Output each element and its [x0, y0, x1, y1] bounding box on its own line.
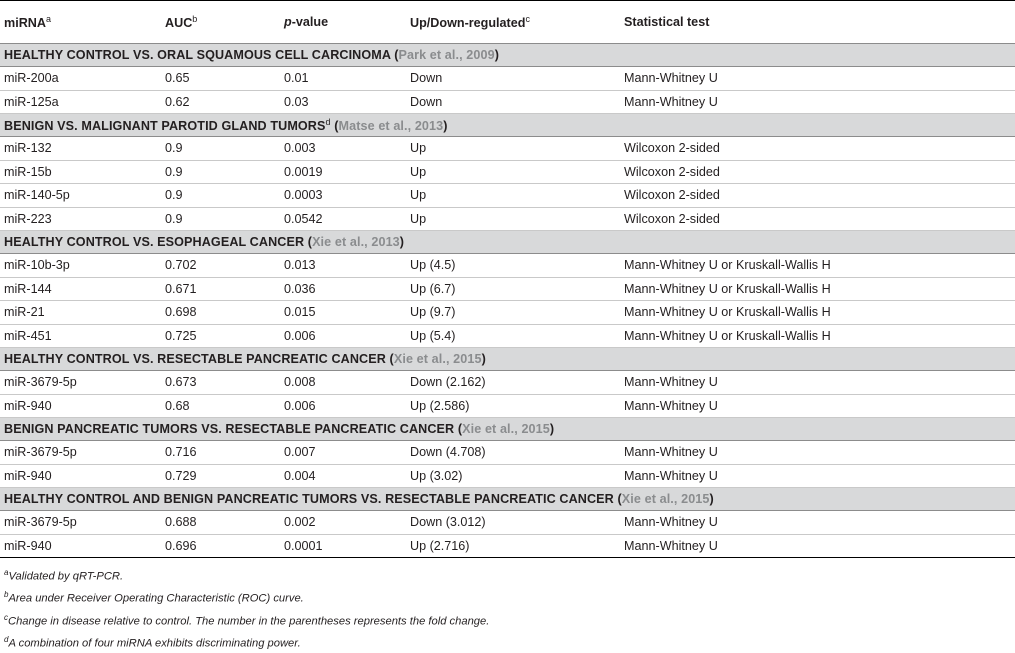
section-title: BENIGN PANCREATIC TUMORS VS. RESECTABLE PANCREATIC CANCER: [4, 422, 455, 436]
cell-statistical-test: Mann-Whitney U: [620, 90, 1015, 114]
table-row: [0, 301, 1015, 325]
cell-mirna: miR-21: [0, 301, 161, 325]
cell-statistical-test: Wilcoxon 2-sided: [620, 184, 1015, 208]
cell-regulation: Down (4.708): [406, 441, 620, 465]
col-header-mirna-label: miRNA: [4, 16, 46, 31]
cell-statistical-test: Wilcoxon 2-sided: [620, 160, 1015, 184]
section-heading: BENIGN PANCREATIC TUMORS VS. RESECTABLE PANCREATIC CANCER (Xie et al., 2015): [0, 418, 1015, 441]
cell-pvalue: 0.036: [280, 277, 406, 301]
section-row: [0, 488, 1015, 511]
col-header-test: [620, 1, 1015, 44]
cell-regulation: Up (3.02): [406, 464, 620, 488]
cell-regulation: Down (2.162): [406, 371, 620, 395]
section-title: HEALTHY CONTROL VS. ORAL SQUAMOUS CELL CARCINOMA: [4, 48, 391, 62]
section-reference-link[interactable]: Park et al., 2009: [398, 48, 495, 62]
section-row: [0, 348, 1015, 371]
cell-regulation: Up (9.7): [406, 301, 620, 325]
cell-mirna: miR-144: [0, 277, 161, 301]
footnote-mark: d: [4, 634, 9, 644]
col-header-pvalue-label: -value: [291, 15, 329, 29]
cell-pvalue: 0.006: [280, 394, 406, 418]
section-title: HEALTHY CONTROL AND BENIGN PANCREATIC TUMORS VS. RESECTABLE PANCREATIC CANCER: [4, 492, 614, 506]
cell-regulation: Down: [406, 67, 620, 91]
table-row: [0, 207, 1015, 231]
cell-mirna: miR-3679-5p: [0, 441, 161, 465]
cell-pvalue: 0.003: [280, 137, 406, 161]
cell-pvalue: 0.013: [280, 254, 406, 278]
cell-pvalue: 0.002: [280, 511, 406, 535]
table-row: [0, 394, 1015, 418]
cell-pvalue: 0.0542: [280, 207, 406, 231]
cell-auc: 0.671: [161, 277, 280, 301]
footnote-item: [4, 586, 1015, 608]
footnote-mark: b: [4, 590, 9, 600]
cell-mirna: miR-132: [0, 137, 161, 161]
section-row: [0, 114, 1015, 137]
footnotes: [0, 564, 1015, 653]
table-row: [0, 137, 1015, 161]
col-header-updown: [406, 1, 620, 44]
section-title: BENIGN VS. MALIGNANT PAROTID GLAND TUMORS: [4, 119, 326, 134]
cell-regulation: Up: [406, 137, 620, 161]
cell-auc: 0.702: [161, 254, 280, 278]
cell-statistical-test: Wilcoxon 2-sided: [620, 207, 1015, 231]
footnote-mark-a: a: [45, 13, 51, 24]
cell-mirna: miR-140-5p: [0, 184, 161, 208]
table-row: [0, 90, 1015, 114]
table-row: [0, 254, 1015, 278]
table-row: [0, 464, 1015, 488]
table-row: [0, 67, 1015, 91]
section-heading: HEALTHY CONTROL VS. ESOPHAGEAL CANCER (Xie et al., 2013): [0, 231, 1015, 254]
table-row: [0, 511, 1015, 535]
cell-statistical-test: Wilcoxon 2-sided: [620, 137, 1015, 161]
cell-regulation: Up: [406, 160, 620, 184]
cell-pvalue: 0.008: [280, 371, 406, 395]
cell-mirna: miR-125a: [0, 90, 161, 114]
col-header-test-label: Statistical test: [624, 15, 710, 29]
cell-auc: 0.65: [161, 67, 280, 91]
header-row: [0, 1, 1015, 44]
cell-auc: 0.688: [161, 511, 280, 535]
cell-regulation: Down: [406, 90, 620, 114]
section-heading: HEALTHY CONTROL VS. RESECTABLE PANCREATIC CANCER (Xie et al., 2015): [0, 348, 1015, 371]
table-row: [0, 277, 1015, 301]
col-header-pvalue: [280, 1, 406, 44]
footnote-mark: a: [4, 568, 9, 577]
cell-mirna: miR-3679-5p: [0, 511, 161, 535]
section-reference-link[interactable]: Xie et al., 2013: [312, 235, 400, 249]
section-reference-link[interactable]: Matse et al., 2013: [338, 119, 444, 134]
cell-auc: 0.698: [161, 301, 280, 325]
cell-pvalue: 0.0003: [280, 184, 406, 208]
cell-statistical-test: Mann-Whitney U or Kruskall-Wallis H: [620, 324, 1015, 348]
section-row: [0, 231, 1015, 254]
cell-auc: 0.696: [161, 534, 280, 558]
section-heading: HEALTHY CONTROL AND BENIGN PANCREATIC TUMORS VS. RESECTABLE PANCREATIC CANCER (Xie et al., 2015): [0, 488, 1015, 511]
cell-regulation: Up (6.7): [406, 277, 620, 301]
col-header-auc: [161, 1, 280, 44]
table-row: [0, 371, 1015, 395]
cell-statistical-test: Mann-Whitney U or Kruskall-Wallis H: [620, 277, 1015, 301]
footnote-mark: c: [4, 612, 8, 622]
cell-auc: 0.9: [161, 160, 280, 184]
table-row: [0, 184, 1015, 208]
cell-regulation: Up: [406, 184, 620, 208]
cell-mirna: miR-200a: [0, 67, 161, 91]
section-reference-link[interactable]: Xie et al., 2015: [393, 352, 482, 366]
cell-auc: 0.729: [161, 464, 280, 488]
cell-auc: 0.9: [161, 137, 280, 161]
table-header: [0, 1, 1015, 44]
cell-regulation: Up: [406, 207, 620, 231]
col-header-pvalue-italic: p: [284, 15, 292, 29]
cell-statistical-test: Mann-Whitney U: [620, 441, 1015, 465]
section-reference-link[interactable]: Xie et al., 2015: [462, 422, 550, 436]
table-row: [0, 324, 1015, 348]
footnote-item: [4, 609, 1015, 631]
section-title: HEALTHY CONTROL VS. ESOPHAGEAL CANCER: [4, 235, 305, 249]
section-title: HEALTHY CONTROL VS. RESECTABLE PANCREATIC CANCER: [4, 352, 386, 366]
cell-statistical-test: Mann-Whitney U: [620, 464, 1015, 488]
cell-mirna: miR-223: [0, 207, 161, 231]
cell-pvalue: 0.006: [280, 324, 406, 348]
table-row: [0, 160, 1015, 184]
cell-auc: 0.716: [161, 441, 280, 465]
cell-auc: 0.68: [161, 394, 280, 418]
cell-pvalue: 0.0001: [280, 534, 406, 558]
cell-regulation: Up (4.5): [406, 254, 620, 278]
table-row: [0, 441, 1015, 465]
cell-auc: 0.9: [161, 184, 280, 208]
cell-auc: 0.62: [161, 90, 280, 114]
footnote-item: [4, 564, 1015, 586]
cell-statistical-test: Mann-Whitney U: [620, 534, 1015, 558]
footnote-text: Change in disease relative to control. The number in the parentheses represents the fold change.: [8, 615, 490, 628]
cell-mirna: miR-940: [0, 464, 161, 488]
cell-pvalue: 0.015: [280, 301, 406, 325]
cell-mirna: miR-10b-3p: [0, 254, 161, 278]
cell-mirna: miR-3679-5p: [0, 371, 161, 395]
cell-regulation: Up (5.4): [406, 324, 620, 348]
cell-statistical-test: Mann-Whitney U: [620, 67, 1015, 91]
col-header-mirna: [0, 1, 161, 44]
cell-regulation: Up (2.586): [406, 394, 620, 418]
cell-auc: 0.9: [161, 207, 280, 231]
section-row: [0, 44, 1015, 67]
cell-statistical-test: Mann-Whitney U: [620, 371, 1015, 395]
footnote-text: Area under Receiver Operating Characteristic (ROC) curve.: [8, 593, 304, 606]
cell-statistical-test: Mann-Whitney U: [620, 511, 1015, 535]
section-row: [0, 418, 1015, 441]
section-heading: HEALTHY CONTROL VS. ORAL SQUAMOUS CELL CARCINOMA (Park et al., 2009): [0, 44, 1015, 67]
section-heading: BENIGN VS. MALIGNANT PAROTID GLAND TUMORS$^d$ (Matse et al., 2013): [0, 114, 1015, 137]
footnote-mark-b: b: [192, 13, 198, 24]
footnote-item: [4, 631, 1015, 653]
cell-auc: 0.725: [161, 324, 280, 348]
footnote-text: Validated by qRT-PCR.: [8, 570, 124, 583]
cell-regulation: Up (2.716): [406, 534, 620, 558]
cell-mirna: miR-451: [0, 324, 161, 348]
table-row: [0, 534, 1015, 558]
cell-statistical-test: Mann-Whitney U or Kruskall-Wallis H: [620, 301, 1015, 325]
footnote-text: A combination of four miRNA exhibits discriminating power.: [8, 637, 301, 650]
cell-auc: 0.673: [161, 371, 280, 395]
cell-mirna: miR-940: [0, 534, 161, 558]
cell-mirna: miR-940: [0, 394, 161, 418]
col-header-updown-label: Up/Down-regulated: [410, 16, 526, 31]
cell-regulation: Down (3.012): [406, 511, 620, 535]
col-header-auc-label: AUC: [165, 16, 193, 31]
section-footnote-mark: d: [325, 116, 331, 127]
section-reference-link[interactable]: Xie et al., 2015: [621, 492, 710, 506]
cell-pvalue: 0.004: [280, 464, 406, 488]
cell-pvalue: 0.01: [280, 67, 406, 91]
cell-pvalue: 0.03: [280, 90, 406, 114]
cell-mirna: miR-15b: [0, 160, 161, 184]
cell-pvalue: 0.0019: [280, 160, 406, 184]
table-body: [0, 44, 1015, 558]
footnote-mark-c: c: [525, 13, 530, 24]
cell-statistical-test: Mann-Whitney U or Kruskall-Wallis H: [620, 254, 1015, 278]
cell-statistical-test: Mann-Whitney U: [620, 394, 1015, 418]
cell-pvalue: 0.007: [280, 441, 406, 465]
